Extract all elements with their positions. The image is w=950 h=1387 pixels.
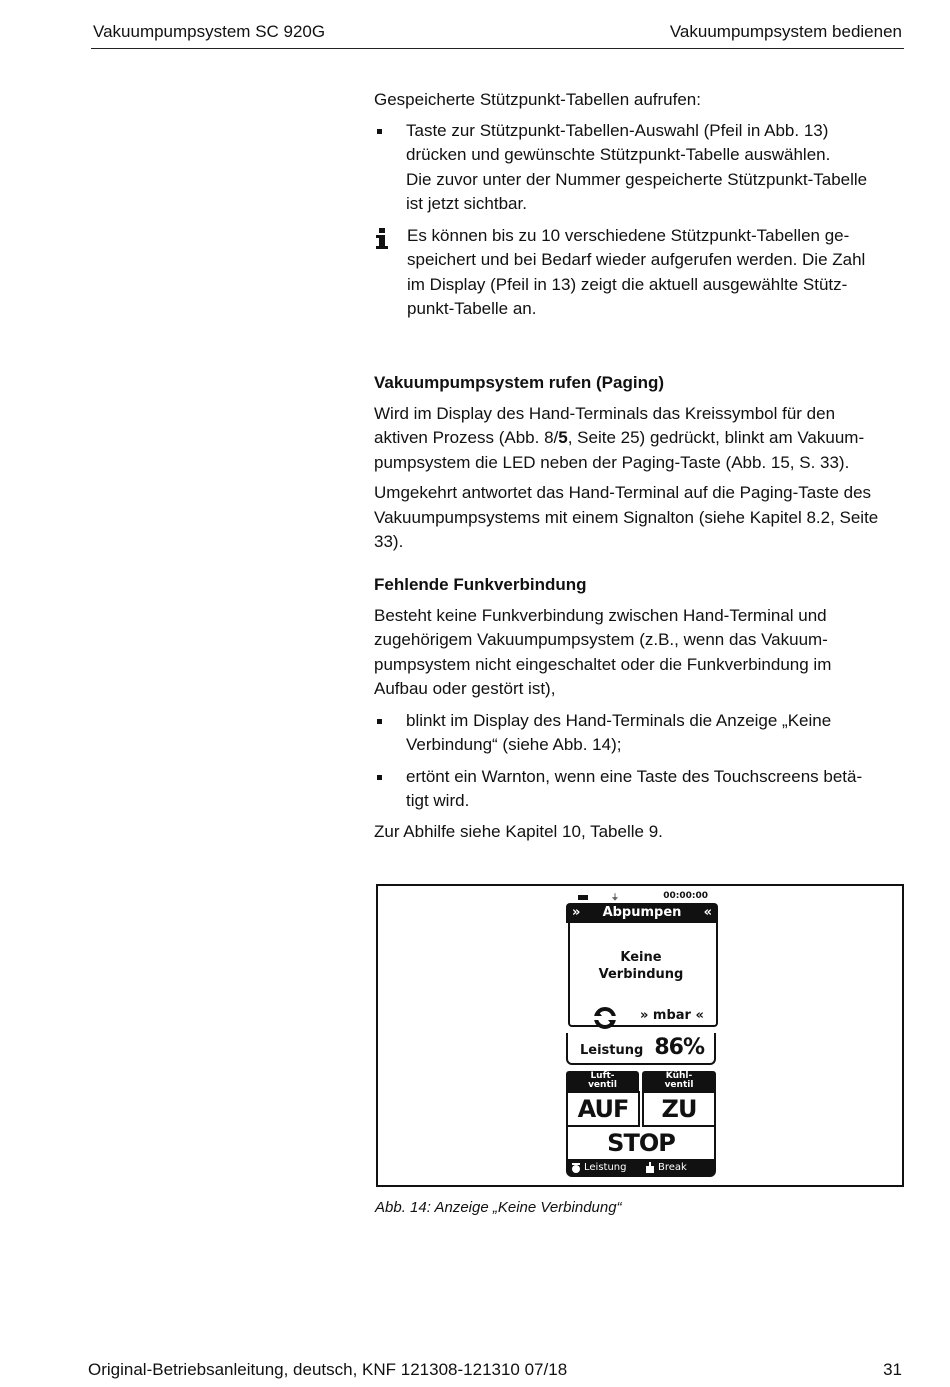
kuehlventil-header xyxy=(642,1071,716,1091)
bullet-line: Verbindung“ (siehe Abb. 14); xyxy=(406,735,622,754)
bullet-item xyxy=(374,709,904,758)
info-line: punkt-Tabelle an. xyxy=(407,299,537,318)
paragraph-line: pumpsystem die LED neben der Paging-Taste (Abb. 15, S. 33). xyxy=(374,452,850,472)
leistung-softkey[interactable]: Leistung xyxy=(584,1162,627,1173)
info-line: speichert und bei Bedarf wieder aufgerufen werden. Die Zahl xyxy=(407,250,866,269)
paragraph-line: Wird im Display des Hand-Terminals das Kreissymbol für den xyxy=(374,403,836,423)
pressure-unit: » mbar « xyxy=(640,1008,704,1023)
bullet-line: drücken und gewünschte Stützpunkt-Tabelle auswählen. xyxy=(406,145,831,164)
paragraph-line: Besteht keine Funkverbindung zwischen Hand-Terminal und xyxy=(374,605,827,625)
valve-label-line: Luft- xyxy=(590,1071,615,1081)
zu-button[interactable]: ZU xyxy=(642,1091,716,1127)
auf-button[interactable]: AUF xyxy=(566,1091,640,1127)
bullet-line: ertönt ein Warnton, wenn eine Taste des Touchscreens betä- xyxy=(406,766,863,786)
paragraph-line: 33). xyxy=(374,532,404,551)
leistung-value: 86% xyxy=(654,1035,704,1060)
figure-caption: Abb. 14: Anzeige „Keine Verbindung“ xyxy=(375,1199,622,1216)
bullet-line: tigt wird. xyxy=(406,791,470,810)
chevron-right-icon: » xyxy=(572,905,581,920)
leistung-label: Leistung xyxy=(580,1043,644,1058)
bold-figure-ref: 5 xyxy=(558,428,568,447)
paging-paragraph-1 xyxy=(374,402,904,476)
footer-left: Original-Betriebsanleitung, deutsch, KNF 121308-121310 07/18 xyxy=(88,1360,568,1379)
paragraph-line: Aufbau oder gestört ist), xyxy=(374,679,556,698)
display-title: Abpumpen xyxy=(602,905,682,920)
closing-text: Zur Abhilfe siehe Kapitel 10, Tabelle 9. xyxy=(374,821,663,841)
paging-heading: Vakuumpumpsystem rufen (Paging) xyxy=(374,373,664,392)
stuetzpunkt-section xyxy=(374,88,904,322)
message-line: Keine xyxy=(620,950,662,965)
info-icon xyxy=(374,228,390,250)
bullet-line: blinkt im Display des Hand-Terminals die Anzeige „Keine xyxy=(406,710,832,730)
bullet-line: Taste zur Stützpunkt-Tabellen-Auswahl (Pfeil in Abb. 13) xyxy=(406,120,829,140)
break-softkey[interactable]: Break xyxy=(658,1162,687,1173)
page-number: 31 xyxy=(883,1360,902,1379)
paging-paragraph-2 xyxy=(374,481,904,555)
stop-button[interactable]: STOP xyxy=(566,1127,716,1161)
funk-paragraph xyxy=(374,604,904,702)
intro-text: Gespeicherte Stützpunkt-Tabellen aufrufen: xyxy=(374,90,701,109)
info-line: im Display (Pfeil in 13) zeigt die aktuell ausgewählte Stütz- xyxy=(407,274,848,294)
message-line: Verbindung xyxy=(598,967,684,982)
no-connection-message xyxy=(566,949,716,983)
softkey-bar xyxy=(566,1159,716,1177)
running-header-left: Vakuumpumpsystem SC 920G xyxy=(93,22,326,41)
paragraph-line: Umgekehrt antwortet das Hand-Terminal auf die Paging-Taste des xyxy=(374,483,872,502)
valve-label-line: ventil xyxy=(664,1080,694,1090)
header-rule xyxy=(91,48,904,49)
valve-label-line: ventil xyxy=(588,1080,617,1090)
pump-icon xyxy=(570,1162,582,1174)
valve-label-line: Kühl- xyxy=(665,1071,693,1081)
status-time: 00:00:00 xyxy=(663,891,708,901)
text-span: , Seite 25) gedrückt, blinkt am Vakuum- xyxy=(567,428,865,447)
paragraph-line xyxy=(374,426,904,451)
status-bar xyxy=(566,891,718,902)
paragraph-line: pumpsystem nicht eingeschaltet oder die Funkverbindung im xyxy=(374,654,832,674)
display-title-bar[interactable] xyxy=(566,903,718,923)
paging-section xyxy=(374,371,904,555)
funk-heading: Fehlende Funkverbindung xyxy=(374,575,587,594)
chevron-left-icon: « xyxy=(703,905,712,920)
info-line: Es können bis zu 10 verschiedene Stützpunkt-Tabellen ge- xyxy=(407,225,850,245)
antenna-icon: ⏚ xyxy=(611,893,619,902)
funkverbindung-section xyxy=(374,573,904,844)
luftventil-header xyxy=(566,1071,639,1091)
paragraph-line: Vakuumpumpsystems mit einem Signalton (siehe Kapitel 8.2, Seite xyxy=(374,507,879,527)
bullet-line: Die zuvor unter der Nummer gespeicherte Stützpunkt-Tabelle xyxy=(406,169,868,189)
text-span: aktiven Prozess (Abb. 8/ xyxy=(374,428,559,447)
bullet-item xyxy=(374,765,904,814)
hand-terminal-display xyxy=(566,891,718,1179)
paragraph-line: zugehörigem Vakuumpumpsystem (z.B., wenn das Vakuum- xyxy=(374,630,828,649)
bullet-item xyxy=(374,119,904,217)
battery-icon xyxy=(578,895,588,900)
bullet-line: ist jetzt sichtbar. xyxy=(406,194,527,213)
break-icon xyxy=(644,1162,656,1174)
process-circle-icon[interactable] xyxy=(594,1007,616,1029)
running-header-right: Vakuumpumpsystem bedienen xyxy=(669,22,902,41)
info-note xyxy=(374,224,904,322)
